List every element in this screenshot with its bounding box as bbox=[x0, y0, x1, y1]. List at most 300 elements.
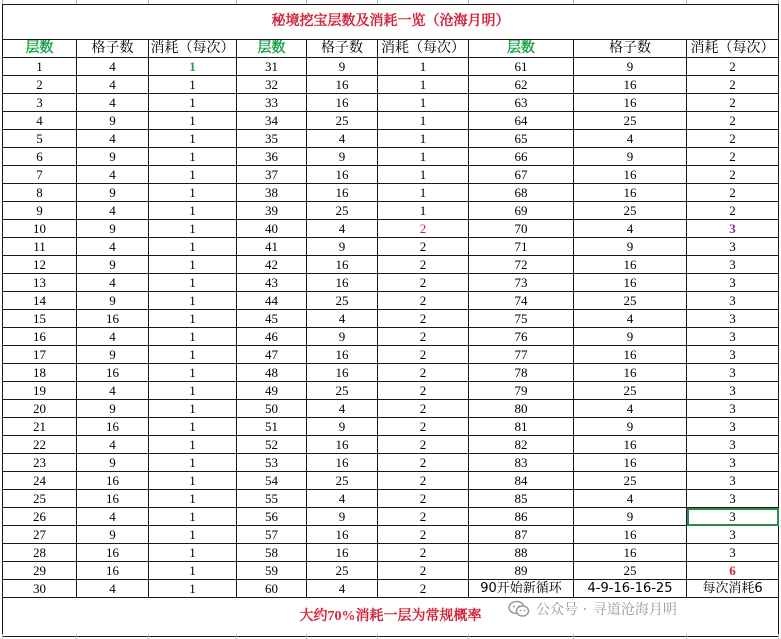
cell-cells-1[interactable]: 9 bbox=[77, 256, 149, 274]
cell-cells-3[interactable]: 9 bbox=[574, 238, 687, 256]
cell-floor-2[interactable]: 49 bbox=[237, 382, 307, 400]
cell-cost-3[interactable]: 3 bbox=[687, 382, 779, 400]
cell-cells-2[interactable]: 9 bbox=[307, 58, 378, 76]
cell-floor-2[interactable]: 36 bbox=[237, 148, 307, 166]
cell-cells-1[interactable]: 9 bbox=[77, 184, 149, 202]
cell-floor-2[interactable]: 45 bbox=[237, 310, 307, 328]
cell-floor-1[interactable]: 29 bbox=[3, 562, 77, 580]
cell-cost-2[interactable]: 2 bbox=[378, 454, 469, 472]
cell-floor-1[interactable]: 6 bbox=[3, 148, 77, 166]
cell-cells-1[interactable]: 4 bbox=[77, 580, 149, 598]
cell-floor-1[interactable]: 24 bbox=[3, 472, 77, 490]
cell-cells-1[interactable]: 4 bbox=[77, 328, 149, 346]
cell-cells-2[interactable]: 25 bbox=[307, 382, 378, 400]
cell-cells-3[interactable]: 16 bbox=[574, 346, 687, 364]
cell-cost-2[interactable]: 2 bbox=[378, 328, 469, 346]
cell-cells-3[interactable]: 4 bbox=[574, 490, 687, 508]
table-row bbox=[3, 238, 779, 256]
cell-cells-3[interactable]: 16 bbox=[574, 526, 687, 544]
header-floor-2[interactable]: 层数 bbox=[237, 40, 307, 58]
cell-cost-1[interactable]: 1 bbox=[149, 544, 237, 562]
cell-cost-1[interactable]: 1 bbox=[149, 76, 237, 94]
footer-note[interactable]: 大约70%消耗一层为常规概率 bbox=[3, 598, 779, 637]
cell-cost-3[interactable]: 3 bbox=[687, 418, 779, 436]
cell-floor-2[interactable]: 34 bbox=[237, 112, 307, 130]
cell-floor-2[interactable]: 38 bbox=[237, 184, 307, 202]
cell-cells-1[interactable]: 4 bbox=[77, 436, 149, 454]
cell-cells-3[interactable]: 25 bbox=[574, 112, 687, 130]
cell-cells-3[interactable]: 9 bbox=[574, 328, 687, 346]
cell-cost-2[interactable]: 2 bbox=[378, 274, 469, 292]
cell-cells-1[interactable]: 16 bbox=[77, 418, 149, 436]
cell-floor-1[interactable]: 18 bbox=[3, 364, 77, 382]
table-row bbox=[3, 346, 779, 364]
cell-cells-1[interactable]: 16 bbox=[77, 490, 149, 508]
cell-cells-1[interactable]: 4 bbox=[77, 382, 149, 400]
cell-floor-2[interactable]: 51 bbox=[237, 418, 307, 436]
table-row bbox=[3, 310, 779, 328]
cell-cost-3[interactable]: 3 bbox=[687, 238, 779, 256]
cell-cost-1[interactable]: 1 bbox=[149, 454, 237, 472]
cell-cost-1[interactable]: 1 bbox=[149, 508, 237, 526]
cell-cost-1[interactable]: 1 bbox=[149, 310, 237, 328]
cell-floor-3[interactable]: 65 bbox=[469, 130, 574, 148]
cell-floor-3[interactable]: 87 bbox=[469, 526, 574, 544]
table-row bbox=[3, 130, 779, 148]
cell-cost-1[interactable]: 1 bbox=[149, 202, 237, 220]
cell-cost-2[interactable]: 2 bbox=[378, 544, 469, 562]
cell-floor-2[interactable]: 47 bbox=[237, 346, 307, 364]
cell-cost-1[interactable]: 1 bbox=[149, 238, 237, 256]
cell-cells-1[interactable]: 16 bbox=[77, 544, 149, 562]
cell-floor-2[interactable]: 39 bbox=[237, 202, 307, 220]
cell-floor-3[interactable]: 90开始新循环 bbox=[469, 580, 574, 598]
cell-floor-1[interactable]: 14 bbox=[3, 292, 77, 310]
cell-cost-3[interactable]: 3 bbox=[687, 346, 779, 364]
cell-cost-2[interactable]: 1 bbox=[378, 148, 469, 166]
cell-cells-3[interactable]: 16 bbox=[574, 256, 687, 274]
cell-cost-2[interactable]: 1 bbox=[378, 166, 469, 184]
cell-floor-3[interactable]: 84 bbox=[469, 472, 574, 490]
cell-cells-3[interactable]: 4 bbox=[574, 310, 687, 328]
cell-floor-3[interactable]: 71 bbox=[469, 238, 574, 256]
cell-floor-3[interactable]: 61 bbox=[469, 58, 574, 76]
cell-cells-3[interactable]: 25 bbox=[574, 202, 687, 220]
table-row bbox=[3, 544, 779, 562]
cell-floor-3[interactable]: 85 bbox=[469, 490, 574, 508]
cell-cells-1[interactable]: 4 bbox=[77, 274, 149, 292]
cell-cells-2[interactable]: 16 bbox=[307, 166, 378, 184]
cell-cost-2[interactable]: 2 bbox=[378, 220, 469, 238]
cell-floor-1[interactable]: 20 bbox=[3, 400, 77, 418]
header-cells-3[interactable]: 格子数 bbox=[574, 40, 687, 58]
cell-cost-1[interactable]: 1 bbox=[149, 256, 237, 274]
cell-cost-1[interactable]: 1 bbox=[149, 94, 237, 112]
cell-cells-3[interactable]: 4 bbox=[574, 220, 687, 238]
cell-cost-3[interactable]: 3 bbox=[687, 274, 779, 292]
cell-cells-1[interactable]: 9 bbox=[77, 526, 149, 544]
cell-cells-3[interactable]: 25 bbox=[574, 562, 687, 580]
cell-cells-3[interactable]: 16 bbox=[574, 184, 687, 202]
cell-cells-3[interactable]: 16 bbox=[574, 454, 687, 472]
cell-floor-3[interactable]: 73 bbox=[469, 274, 574, 292]
cell-cells-2[interactable]: 16 bbox=[307, 256, 378, 274]
cell-cost-1[interactable]: 1 bbox=[149, 418, 237, 436]
cell-floor-2[interactable]: 37 bbox=[237, 166, 307, 184]
cell-cost-2[interactable]: 1 bbox=[378, 58, 469, 76]
cell-floor-1[interactable]: 1 bbox=[3, 58, 77, 76]
cell-cost-1[interactable]: 1 bbox=[149, 220, 237, 238]
cell-floor-1[interactable]: 3 bbox=[3, 94, 77, 112]
cell-cost-3[interactable]: 2 bbox=[687, 166, 779, 184]
table-row bbox=[3, 454, 779, 472]
cell-cells-3[interactable]: 25 bbox=[574, 382, 687, 400]
cell-cells-1[interactable]: 16 bbox=[77, 364, 149, 382]
cell-cost-2[interactable]: 1 bbox=[378, 76, 469, 94]
cell-floor-1[interactable]: 10 bbox=[3, 220, 77, 238]
cell-cost-2[interactable]: 2 bbox=[378, 382, 469, 400]
cell-cells-3[interactable]: 9 bbox=[574, 58, 687, 76]
cell-cost-3[interactable]: 3 bbox=[687, 544, 779, 562]
cell-cost-3[interactable]: 2 bbox=[687, 184, 779, 202]
cell-cost-2[interactable]: 2 bbox=[378, 418, 469, 436]
watermark bbox=[508, 598, 677, 620]
cell-floor-1[interactable]: 26 bbox=[3, 508, 77, 526]
cell-cells-3[interactable]: 16 bbox=[574, 166, 687, 184]
cell-floor-1[interactable]: 21 bbox=[3, 418, 77, 436]
cell-cells-1[interactable]: 9 bbox=[77, 112, 149, 130]
cell-cost-1[interactable]: 1 bbox=[149, 58, 237, 76]
cell-floor-2[interactable]: 35 bbox=[237, 130, 307, 148]
cell-cells-1[interactable]: 9 bbox=[77, 220, 149, 238]
table-row bbox=[3, 94, 779, 112]
cell-floor-1[interactable]: 25 bbox=[3, 490, 77, 508]
cell-floor-1[interactable]: 8 bbox=[3, 184, 77, 202]
cell-cost-2[interactable]: 2 bbox=[378, 436, 469, 454]
cell-floor-1[interactable]: 28 bbox=[3, 544, 77, 562]
table-row bbox=[3, 490, 779, 508]
cell-floor-2[interactable]: 33 bbox=[237, 94, 307, 112]
cell-floor-3[interactable]: 80 bbox=[469, 400, 574, 418]
cell-cost-1[interactable]: 1 bbox=[149, 364, 237, 382]
cell-cost-2[interactable]: 1 bbox=[378, 130, 469, 148]
cell-cost-1[interactable]: 1 bbox=[149, 130, 237, 148]
cell-cost-2[interactable]: 2 bbox=[378, 508, 469, 526]
cell-cells-3[interactable]: 25 bbox=[574, 292, 687, 310]
cell-cells-2[interactable]: 9 bbox=[307, 238, 378, 256]
cell-cost-2[interactable]: 2 bbox=[378, 292, 469, 310]
cell-cost-1[interactable]: 1 bbox=[149, 526, 237, 544]
cell-cost-3[interactable]: 3 bbox=[687, 400, 779, 418]
cell-cells-2[interactable]: 16 bbox=[307, 454, 378, 472]
cell-floor-2[interactable]: 32 bbox=[237, 76, 307, 94]
header-floor-3[interactable]: 层数 bbox=[469, 40, 574, 58]
cell-cells-2[interactable]: 9 bbox=[307, 418, 378, 436]
cell-floor-1[interactable]: 12 bbox=[3, 256, 77, 274]
cell-cells-2[interactable]: 16 bbox=[307, 184, 378, 202]
header-cost-1[interactable]: 消耗（每次） bbox=[150, 40, 235, 56]
cell-cost-3[interactable]: 3 bbox=[687, 292, 779, 310]
cell-cells-1[interactable]: 4 bbox=[77, 508, 149, 526]
cell-cells-2[interactable]: 9 bbox=[307, 148, 378, 166]
spreadsheet-table bbox=[2, 4, 779, 637]
cell-floor-2[interactable]: 41 bbox=[237, 238, 307, 256]
cell-cost-3[interactable]: 2 bbox=[687, 148, 779, 166]
cell-floor-2[interactable]: 60 bbox=[237, 580, 307, 598]
cell-floor-3[interactable]: 69 bbox=[469, 202, 574, 220]
cell-floor-3[interactable]: 63 bbox=[469, 94, 574, 112]
sheet-title[interactable]: 秘境挖宝层数及消耗一览（沧海月明） bbox=[3, 5, 779, 40]
cell-floor-2[interactable]: 43 bbox=[237, 274, 307, 292]
cell-cells-2[interactable]: 4 bbox=[307, 580, 378, 598]
cell-cost-1[interactable]: 1 bbox=[149, 382, 237, 400]
cell-floor-2[interactable]: 48 bbox=[237, 364, 307, 382]
cell-floor-1[interactable]: 23 bbox=[3, 454, 77, 472]
cell-cost-1[interactable]: 1 bbox=[149, 436, 237, 454]
cell-cells-2[interactable]: 16 bbox=[307, 346, 378, 364]
cell-cells-1[interactable]: 9 bbox=[77, 292, 149, 310]
cell-cells-2[interactable]: 16 bbox=[307, 94, 378, 112]
cell-cells-3[interactable]: 4-9-16-16-25 bbox=[574, 580, 687, 598]
cell-cost-3[interactable]: 3 bbox=[687, 310, 779, 328]
cell-cells-3[interactable]: 16 bbox=[574, 544, 687, 562]
cell-cost-3[interactable]: 3 bbox=[687, 328, 779, 346]
cell-floor-3[interactable]: 70 bbox=[469, 220, 574, 238]
cell-cells-3[interactable]: 9 bbox=[574, 148, 687, 166]
header-floor-1[interactable]: 层数 bbox=[3, 40, 77, 58]
cell-cells-2[interactable]: 25 bbox=[307, 472, 378, 490]
cell-floor-2[interactable]: 52 bbox=[237, 436, 307, 454]
cell-cells-2[interactable]: 25 bbox=[307, 292, 378, 310]
cell-floor-3[interactable]: 81 bbox=[469, 418, 574, 436]
cell-cost-3[interactable]: 3 bbox=[687, 220, 779, 238]
cell-floor-2[interactable]: 31 bbox=[237, 58, 307, 76]
cell-cells-1[interactable]: 4 bbox=[77, 58, 149, 76]
cell-cost-2[interactable]: 2 bbox=[378, 346, 469, 364]
cell-cells-1[interactable]: 16 bbox=[77, 310, 149, 328]
cell-cost-3[interactable]: 3 bbox=[687, 526, 779, 544]
cell-cells-2[interactable]: 25 bbox=[307, 202, 378, 220]
cell-cells-3[interactable]: 9 bbox=[574, 508, 687, 526]
cell-floor-1[interactable]: 19 bbox=[3, 382, 77, 400]
cell-floor-1[interactable]: 27 bbox=[3, 526, 77, 544]
cell-floor-3[interactable]: 66 bbox=[469, 148, 574, 166]
cell-cost-2[interactable]: 2 bbox=[378, 490, 469, 508]
cell-cells-3[interactable]: 4 bbox=[574, 130, 687, 148]
cell-cost-2[interactable]: 1 bbox=[378, 202, 469, 220]
cell-cost-2[interactable]: 2 bbox=[378, 364, 469, 382]
table-row bbox=[3, 382, 779, 400]
watermark-prefix: 公众号 · bbox=[536, 602, 587, 618]
cell-cost-2[interactable]: 2 bbox=[378, 526, 469, 544]
cell-cells-3[interactable]: 16 bbox=[574, 94, 687, 112]
cell-cost-2[interactable]: 2 bbox=[378, 256, 469, 274]
cell-cells-2[interactable]: 4 bbox=[307, 400, 378, 418]
cell-floor-2[interactable]: 50 bbox=[237, 400, 307, 418]
cell-cells-1[interactable]: 9 bbox=[77, 148, 149, 166]
cell-cost-1[interactable]: 1 bbox=[149, 346, 237, 364]
cell-cost-2[interactable]: 2 bbox=[378, 238, 469, 256]
cell-cost-1[interactable]: 1 bbox=[149, 166, 237, 184]
cell-floor-3[interactable]: 68 bbox=[469, 184, 574, 202]
cell-cost-1[interactable]: 1 bbox=[149, 292, 237, 310]
cell-cost-3[interactable]: 2 bbox=[687, 112, 779, 130]
cell-cost-3[interactable]: 2 bbox=[687, 58, 779, 76]
cell-floor-3[interactable]: 74 bbox=[469, 292, 574, 310]
cell-floor-3[interactable]: 64 bbox=[469, 112, 574, 130]
cell-cost-3[interactable]: 3 bbox=[687, 508, 779, 526]
table-row bbox=[3, 58, 779, 76]
cell-floor-3[interactable]: 88 bbox=[469, 544, 574, 562]
table-row bbox=[3, 328, 779, 346]
cell-floor-2[interactable]: 59 bbox=[237, 562, 307, 580]
cell-cells-1[interactable]: 4 bbox=[77, 238, 149, 256]
cell-floor-3[interactable]: 67 bbox=[469, 166, 574, 184]
cell-cells-3[interactable]: 16 bbox=[574, 436, 687, 454]
table-row bbox=[3, 112, 779, 130]
cell-floor-3[interactable]: 86 bbox=[469, 508, 574, 526]
cell-cost-2[interactable]: 2 bbox=[378, 472, 469, 490]
cell-cost-1[interactable]: 1 bbox=[149, 328, 237, 346]
header-cost-3[interactable]: 消耗（每次） bbox=[687, 40, 779, 58]
cell-floor-2[interactable]: 58 bbox=[237, 544, 307, 562]
cell-cost-2[interactable]: 2 bbox=[378, 400, 469, 418]
cell-floor-2[interactable]: 53 bbox=[237, 454, 307, 472]
cell-floor-2[interactable]: 57 bbox=[237, 526, 307, 544]
cell-cost-3[interactable]: 3 bbox=[687, 364, 779, 382]
cell-cost-1[interactable]: 1 bbox=[149, 472, 237, 490]
cell-cells-2[interactable]: 16 bbox=[307, 364, 378, 382]
cell-floor-2[interactable]: 44 bbox=[237, 292, 307, 310]
cell-cells-3[interactable]: 16 bbox=[574, 76, 687, 94]
cell-cells-1[interactable]: 4 bbox=[77, 94, 149, 112]
cell-floor-3[interactable]: 75 bbox=[469, 310, 574, 328]
header-cells-2[interactable]: 格子数 bbox=[307, 40, 378, 58]
cell-cells-1[interactable]: 4 bbox=[77, 130, 149, 148]
cell-floor-3[interactable]: 78 bbox=[469, 364, 574, 382]
cell-floor-1[interactable]: 5 bbox=[3, 130, 77, 148]
cell-floor-1[interactable]: 16 bbox=[3, 328, 77, 346]
cell-floor-1[interactable]: 17 bbox=[3, 346, 77, 364]
table-row bbox=[3, 526, 779, 544]
cell-cost-3[interactable]: 2 bbox=[687, 94, 779, 112]
cell-floor-2[interactable]: 54 bbox=[237, 472, 307, 490]
cell-floor-1[interactable]: 22 bbox=[3, 436, 77, 454]
cell-cells-1[interactable]: 9 bbox=[77, 454, 149, 472]
header-cost-2[interactable]: 消耗（每次） bbox=[378, 40, 469, 58]
cell-cost-3[interactable]: 3 bbox=[687, 472, 779, 490]
cell-cost-1[interactable]: 1 bbox=[149, 562, 237, 580]
cell-cost-2[interactable]: 1 bbox=[378, 184, 469, 202]
cell-cells-2[interactable]: 25 bbox=[307, 562, 378, 580]
table-row bbox=[3, 436, 779, 454]
cell-cost-2[interactable]: 1 bbox=[378, 112, 469, 130]
cell-floor-1[interactable]: 2 bbox=[3, 76, 77, 94]
cell-cells-3[interactable]: 25 bbox=[574, 472, 687, 490]
cell-cells-2[interactable]: 4 bbox=[307, 130, 378, 148]
cell-cost-1[interactable]: 1 bbox=[149, 184, 237, 202]
cell-floor-1[interactable]: 9 bbox=[3, 202, 77, 220]
cell-cost-3[interactable]: 3 bbox=[687, 454, 779, 472]
cell-floor-2[interactable]: 56 bbox=[237, 508, 307, 526]
cell-floor-3[interactable]: 83 bbox=[469, 454, 574, 472]
cell-floor-1[interactable]: 7 bbox=[3, 166, 77, 184]
cell-cost-1[interactable]: 1 bbox=[149, 580, 237, 598]
cell-cost-1[interactable]: 1 bbox=[149, 400, 237, 418]
cell-floor-3[interactable]: 79 bbox=[469, 382, 574, 400]
cell-floor-2[interactable]: 55 bbox=[237, 490, 307, 508]
cell-cost-2[interactable]: 2 bbox=[378, 562, 469, 580]
cell-cells-2[interactable]: 16 bbox=[307, 76, 378, 94]
cell-cells-3[interactable]: 4 bbox=[574, 400, 687, 418]
cell-cells-2[interactable]: 4 bbox=[307, 490, 378, 508]
cell-floor-3[interactable]: 77 bbox=[469, 346, 574, 364]
cell-cost-3[interactable]: 每次消耗6 bbox=[687, 580, 779, 598]
cell-cells-2[interactable]: 16 bbox=[307, 526, 378, 544]
cell-cells-2[interactable]: 16 bbox=[307, 274, 378, 292]
cell-floor-3[interactable]: 62 bbox=[469, 76, 574, 94]
cell-cells-1[interactable]: 4 bbox=[77, 166, 149, 184]
cell-cells-2[interactable]: 9 bbox=[307, 508, 378, 526]
cell-cost-2[interactable]: 2 bbox=[378, 580, 469, 598]
cell-cells-1[interactable]: 16 bbox=[77, 472, 149, 490]
cell-cost-3[interactable]: 3 bbox=[687, 436, 779, 454]
cell-floor-2[interactable]: 42 bbox=[237, 256, 307, 274]
cell-cells-2[interactable]: 9 bbox=[307, 328, 378, 346]
cell-cells-1[interactable]: 4 bbox=[77, 76, 149, 94]
cell-cost-1[interactable]: 1 bbox=[149, 490, 237, 508]
cell-cells-1[interactable]: 9 bbox=[77, 346, 149, 364]
cell-cost-1[interactable]: 1 bbox=[149, 148, 237, 166]
cell-floor-2[interactable]: 46 bbox=[237, 328, 307, 346]
cell-cost-3[interactable]: 2 bbox=[687, 202, 779, 220]
header-cells-1[interactable]: 格子数 bbox=[77, 40, 149, 58]
cell-cells-1[interactable]: 16 bbox=[77, 562, 149, 580]
cell-floor-1[interactable]: 4 bbox=[3, 112, 77, 130]
cell-cost-3[interactable]: 6 bbox=[687, 562, 779, 580]
cell-cells-1[interactable]: 9 bbox=[77, 400, 149, 418]
cell-cost-3[interactable]: 2 bbox=[687, 76, 779, 94]
cell-cells-3[interactable]: 16 bbox=[574, 364, 687, 382]
cell-floor-3[interactable]: 82 bbox=[469, 436, 574, 454]
table-row bbox=[3, 292, 779, 310]
cell-cells-3[interactable]: 9 bbox=[574, 418, 687, 436]
cell-cost-1[interactable]: 1 bbox=[149, 112, 237, 130]
cell-floor-3[interactable]: 76 bbox=[469, 328, 574, 346]
cell-cost-2[interactable]: 2 bbox=[378, 310, 469, 328]
cell-cost-1[interactable]: 1 bbox=[149, 274, 237, 292]
cell-cells-2[interactable]: 4 bbox=[307, 310, 378, 328]
table-row bbox=[3, 364, 779, 382]
cell-floor-3[interactable]: 89 bbox=[469, 562, 574, 580]
cell-floor-1[interactable]: 30 bbox=[3, 580, 77, 598]
cell-cells-2[interactable]: 4 bbox=[307, 220, 378, 238]
cell-floor-2[interactable]: 40 bbox=[237, 220, 307, 238]
cell-cost-3[interactable]: 3 bbox=[687, 256, 779, 274]
cell-cells-2[interactable]: 25 bbox=[307, 112, 378, 130]
cell-cost-3[interactable]: 2 bbox=[687, 130, 779, 148]
cell-cells-1[interactable]: 4 bbox=[77, 202, 149, 220]
cell-floor-1[interactable]: 15 bbox=[3, 310, 77, 328]
cell-cost-3[interactable]: 3 bbox=[687, 490, 779, 508]
cell-floor-3[interactable]: 72 bbox=[469, 256, 574, 274]
cell-floor-1[interactable]: 11 bbox=[3, 238, 77, 256]
cell-cost-2[interactable]: 1 bbox=[378, 94, 469, 112]
cell-cells-3[interactable]: 16 bbox=[574, 274, 687, 292]
cell-floor-1[interactable]: 13 bbox=[3, 274, 77, 292]
cell-cells-2[interactable]: 16 bbox=[307, 436, 378, 454]
cell-cells-2[interactable]: 16 bbox=[307, 544, 378, 562]
